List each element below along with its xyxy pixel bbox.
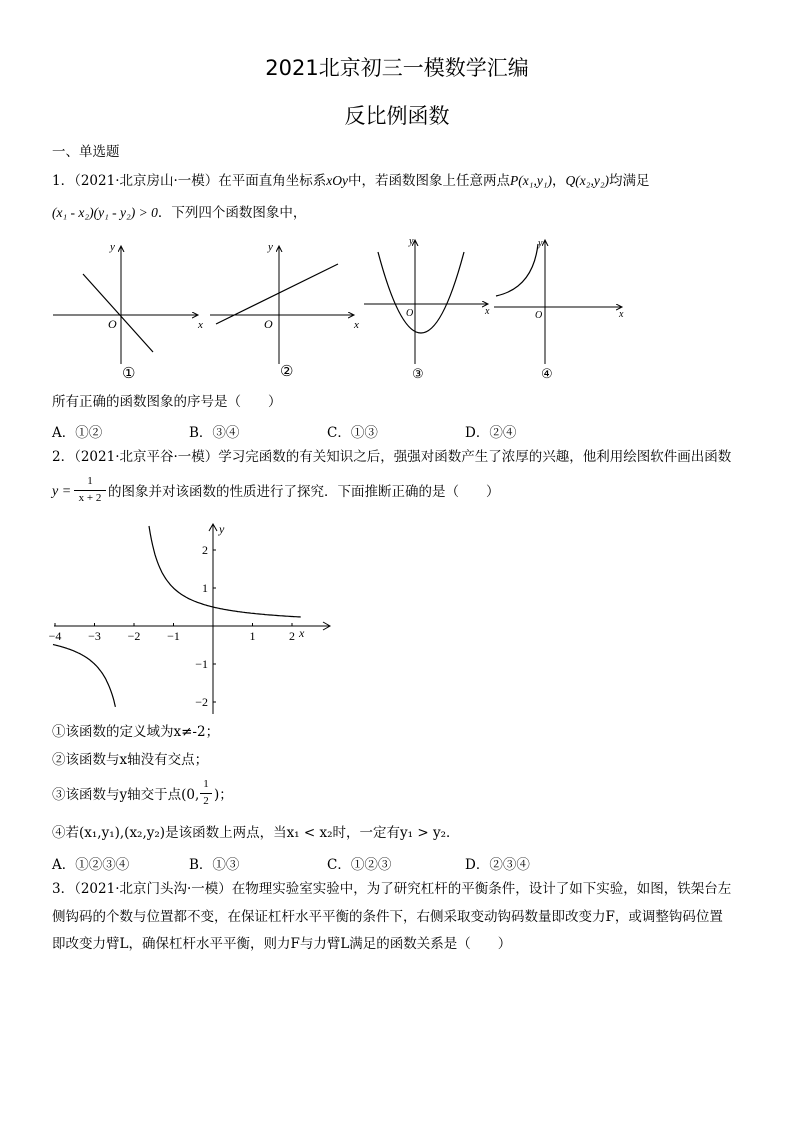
q1-prompt: 所有正确的函数图象的序号是（ ） xyxy=(52,394,282,410)
q1-graph-2-label: ② xyxy=(280,364,294,380)
q2-statement-3-bar xyxy=(200,793,212,794)
q2-chart-y-tick-label: −2 xyxy=(195,695,208,709)
q2-statement-4: ④若(x₁,y₁),(x₂,y₂)是该函数上两点，当x₁ < x₂时，一定有y₁ > y₂． xyxy=(52,825,460,841)
q1-graphs xyxy=(48,236,628,386)
page-title: 2021北京初三一模数学汇编 xyxy=(265,56,529,80)
q2-statement-1: ①该函数的定义域为x≠-2； xyxy=(52,724,220,740)
q2-statement-3-text: ③该函数与y轴交于点(0, xyxy=(52,787,200,803)
q1-graph-3-origin: O xyxy=(406,308,414,319)
q3-line1 xyxy=(52,880,731,898)
q2-func-y: y = xyxy=(52,484,72,499)
q2-func-num: 1 xyxy=(87,475,93,487)
q3-number: 3． xyxy=(52,881,75,897)
q1-graph-4-origin: O xyxy=(535,310,543,321)
q1-graph-3-y-label: y xyxy=(409,236,414,247)
q1-graph-4-curve xyxy=(496,244,538,296)
q2-chart xyxy=(46,518,336,718)
q2-func-den: x + 2 xyxy=(78,492,102,504)
q1-graph-4-y-label: y xyxy=(538,238,543,249)
q2-chart-y-tick-label: −1 xyxy=(195,657,208,671)
q1-option-a[interactable]: A．①② xyxy=(52,425,103,441)
q2-chart-y-label: y xyxy=(219,522,225,536)
q1-graph-1-label: ① xyxy=(122,366,136,382)
q3-source: （2021·北京门头沟·一模） xyxy=(74,881,232,897)
q2-stem-a: 学习完函数的有关知识之后，强强对函数产生了浓厚的兴趣，他利用绘图软件画出函数 xyxy=(218,449,732,465)
q1-graph-4 xyxy=(494,238,624,381)
q1-graph-2-y-label: y xyxy=(268,241,273,253)
q2-option-c[interactable]: C．①②③ xyxy=(327,857,392,873)
q2-chart-x-tick-label: 2 xyxy=(289,629,295,643)
q1-stem-c: 均满足 xyxy=(609,173,650,189)
q1-stem-b: 中，若函数图象上任意两点 xyxy=(348,173,511,189)
q2-option-d[interactable]: D．②③④ xyxy=(465,857,530,873)
q1-line1 xyxy=(52,172,650,190)
q2-chart-y-tick-label: 2 xyxy=(202,543,208,557)
q2-statement-3-den: 2 xyxy=(203,795,209,807)
q2-line1 xyxy=(52,448,731,466)
q1-point-q: Q(x₂,y₂) xyxy=(565,173,610,188)
q2-func-bar xyxy=(74,490,106,491)
q2-source: （2021·北京平谷·一模） xyxy=(74,449,219,465)
q1-option-b[interactable]: B．③④ xyxy=(189,425,240,441)
q2-chart-curve-left-branch xyxy=(53,645,115,707)
q2-chart-x-tick-label: −1 xyxy=(167,629,180,643)
q2-option-b[interactable]: B．①③ xyxy=(189,857,240,873)
section-heading: 一、单选题 xyxy=(52,144,120,160)
q1-graph-3-label: ③ xyxy=(412,366,424,381)
q1-graph-2-origin: O xyxy=(264,317,273,331)
q1-graph-4-label: ④ xyxy=(541,366,553,381)
q2-chart-x-tick-label: −4 xyxy=(48,629,62,643)
q1-graph-1-line xyxy=(83,274,153,352)
q2-number: 2． xyxy=(52,449,75,465)
q1-point-p: P(x₁,y₁) xyxy=(510,173,553,188)
q2-statement-2: ②该函数与x轴没有交点； xyxy=(52,752,209,768)
q1-graph-1-y-label: y xyxy=(110,241,115,253)
q1-stem-d: ．下列四个函数图象中， xyxy=(157,205,307,221)
q3-line2: 侧钩码的个数与位置都不变，在保证杠杆水平平衡的条件下，右侧采取变动钩码数量即改变力F，或调整钩码位置 xyxy=(52,909,723,925)
q1-graph-2-x-label: x xyxy=(354,319,359,331)
q1-option-c[interactable]: C．①③ xyxy=(327,425,378,441)
q1-graph-3-x-label: x xyxy=(485,306,490,317)
q2-statement-3-num: 1 xyxy=(203,778,209,790)
q1-graph-3 xyxy=(364,236,490,381)
q1-graph-1-origin: O xyxy=(108,317,117,331)
q2-chart-y-tick-label: 1 xyxy=(202,581,208,595)
q2-chart-x-tick-label: −3 xyxy=(88,629,101,643)
q3-line3: 即改变力臂L，确保杠杆水平平衡，则力F与力臂L满足的函数关系是（ ） xyxy=(52,936,512,952)
q1-graph-2 xyxy=(210,241,359,380)
q1-condition: (x₁ - x₂)(y₁ - y₂) > 0 xyxy=(52,205,158,220)
q1-graph-1-x-label: x xyxy=(198,319,203,331)
q1-option-d[interactable]: D．②④ xyxy=(465,425,517,441)
q1-graph-3-parabola xyxy=(378,252,464,333)
q1-graph-4-x-label: x xyxy=(619,309,624,320)
page-subtitle: 反比例函数 xyxy=(344,104,450,128)
q2-chart-x-label: x xyxy=(299,626,305,640)
q1-line2 xyxy=(52,204,306,222)
q2-chart-x-tick-label: −2 xyxy=(127,629,141,643)
q2-statement-3 xyxy=(52,778,312,812)
q1-graph-1 xyxy=(53,241,203,382)
q2-chart-x-tick-label: 1 xyxy=(249,629,256,643)
q2-statement-3-tail: )； xyxy=(214,787,233,803)
q1-coord-sys: xOy xyxy=(326,173,349,188)
q1-number: 1． xyxy=(52,173,75,189)
q2-chart-curve-right-branch xyxy=(149,526,301,617)
q2-option-a[interactable]: A．①②③④ xyxy=(52,857,130,873)
q2-stem-b: 的图象并对该函数的性质进行了探究．下面推断正确的是（ ） xyxy=(108,484,500,500)
q1-source: （2021·北京房山·一模） xyxy=(74,173,219,189)
q1-comma: ， xyxy=(552,173,566,189)
q1-stem-a: 在平面直角坐标系 xyxy=(218,173,327,189)
q3-line1-text: 在物理实验室实验中，为了研究杠杆的平衡条件，设计了如下实验，如图，铁架台左 xyxy=(231,881,732,897)
